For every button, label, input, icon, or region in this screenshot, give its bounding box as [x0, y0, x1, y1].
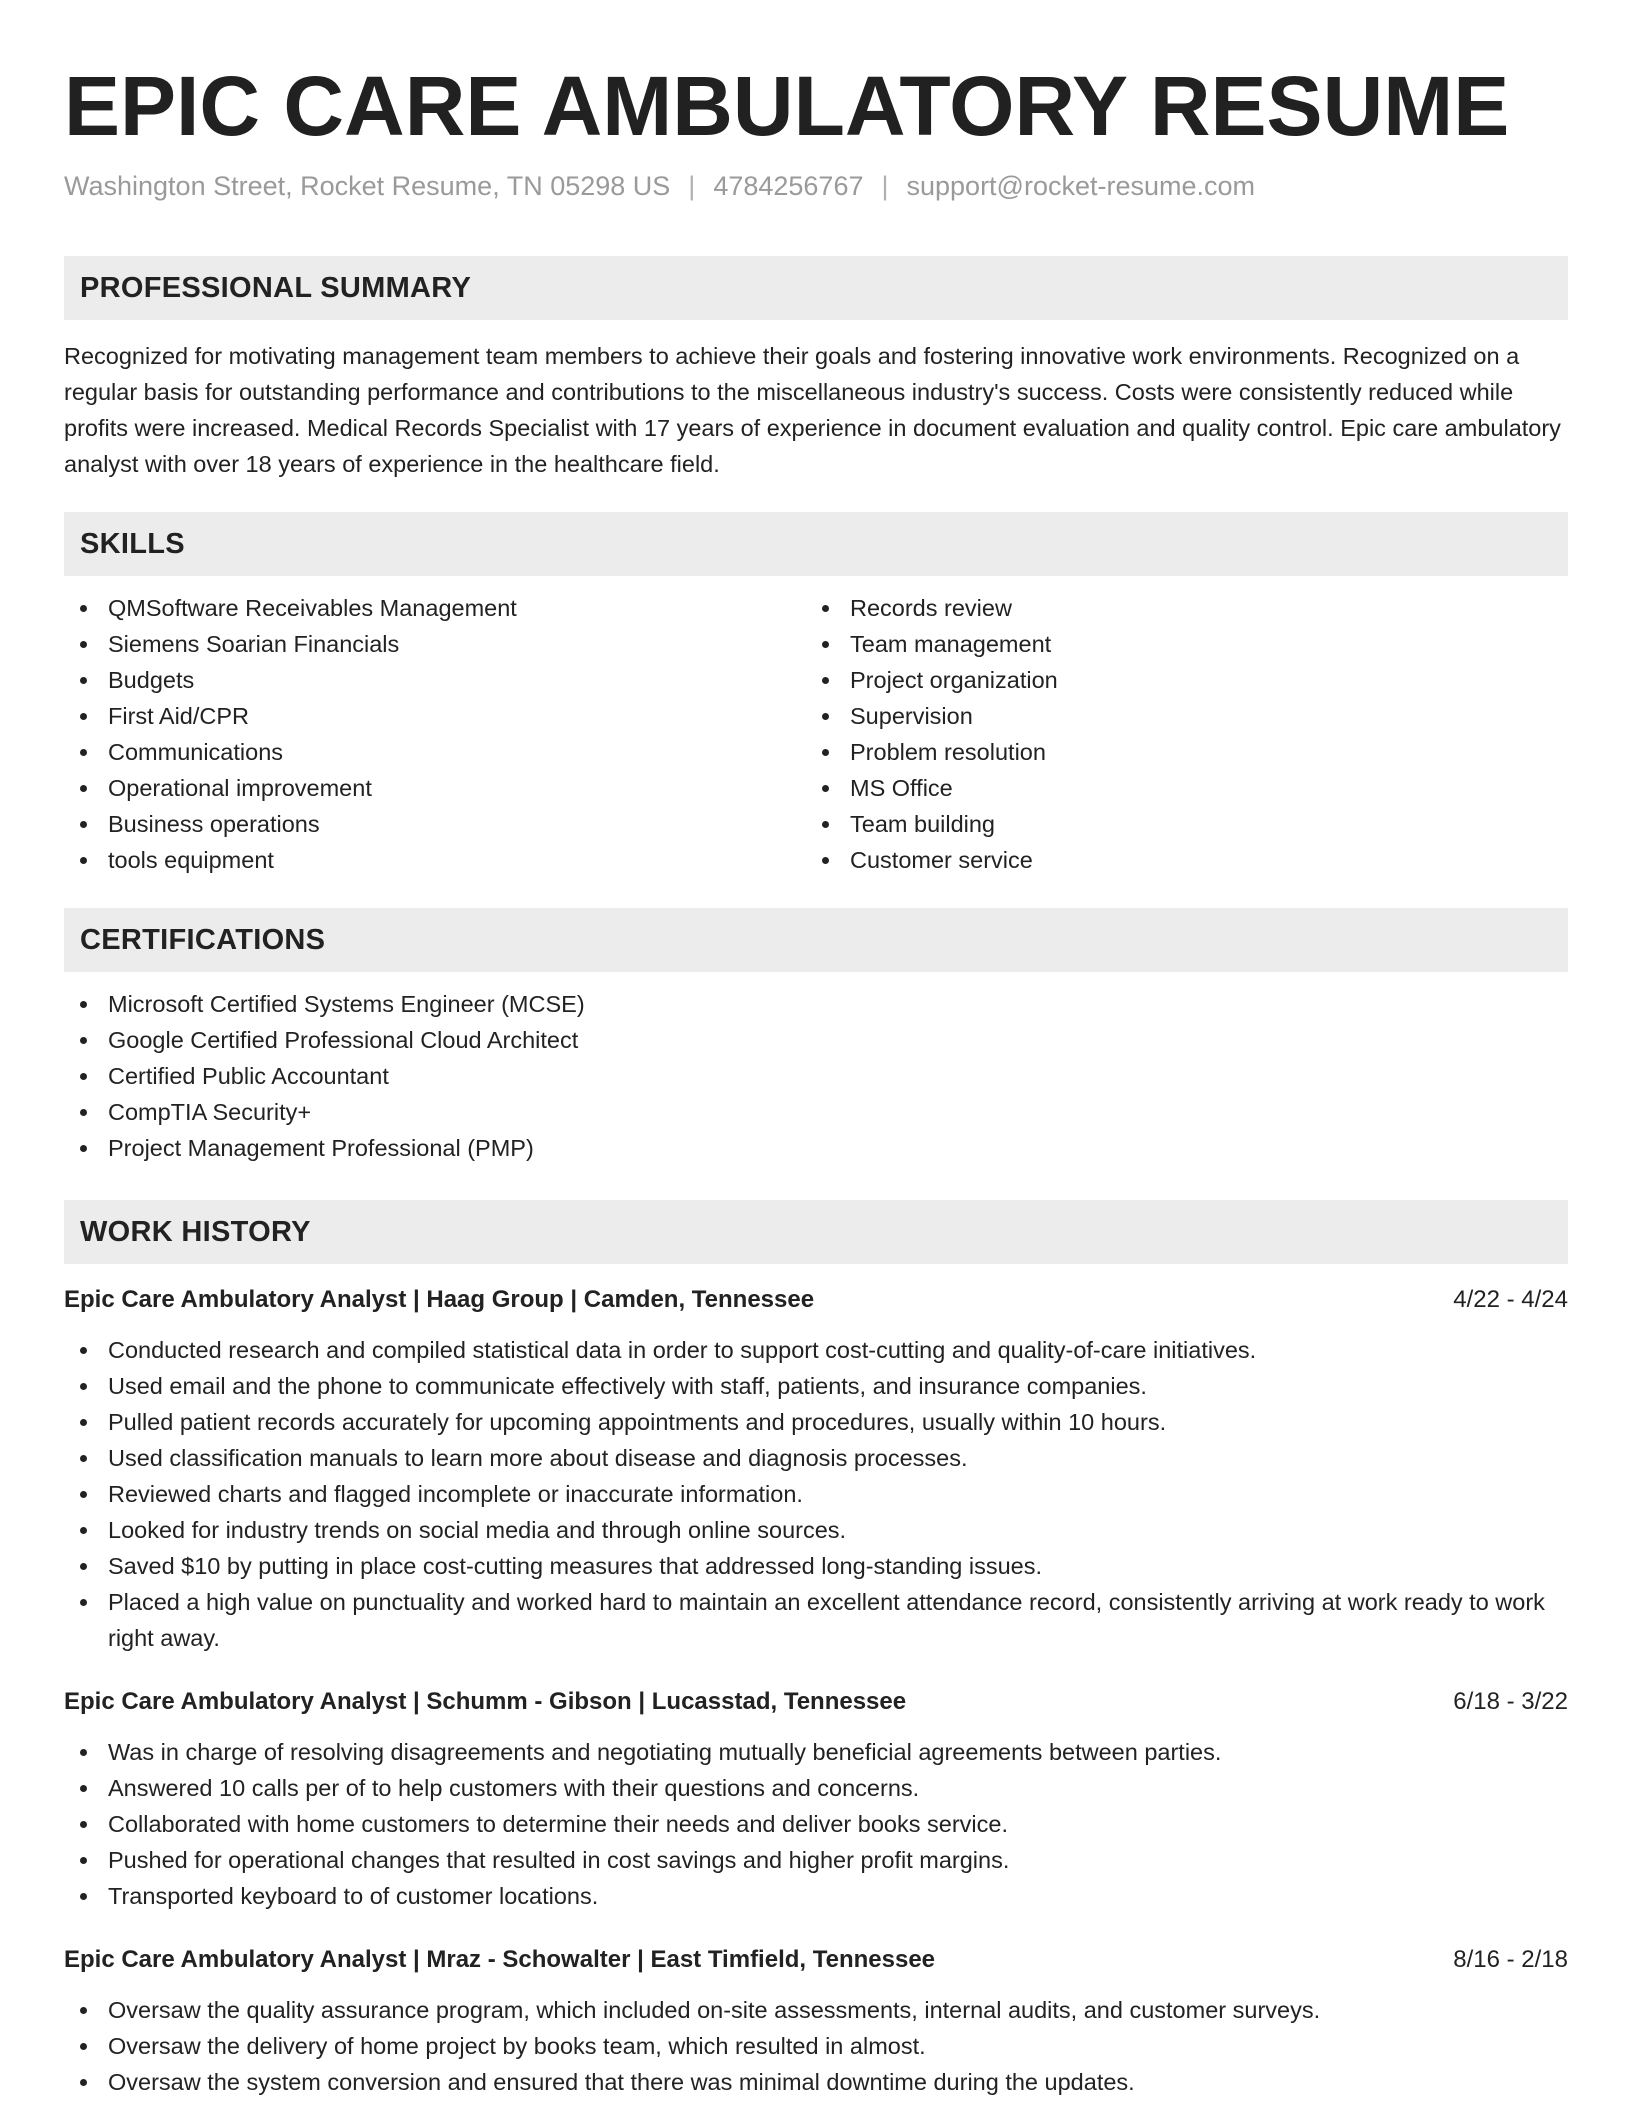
skill-item: tools equipment — [64, 842, 806, 878]
contact-line — [64, 168, 1568, 204]
skill-item: Team management — [806, 626, 1548, 662]
certification-item: Project Management Professional (PMP) — [64, 1130, 1568, 1166]
job-bullet: Used email and the phone to communicate effectively with staff, patients, and insurance companies. — [64, 1368, 1568, 1404]
certifications-list — [64, 986, 1568, 1166]
job-bullet: Saved $10 by putting in place cost-cutting measures that addressed long-standing issues. — [64, 1548, 1568, 1584]
job-bullet: Collaborated with home customers to determine their needs and deliver books service. — [64, 1806, 1568, 1842]
skills-grid — [64, 590, 1568, 878]
job-bullets — [64, 1734, 1568, 1914]
job-dates: 6/18 - 3/22 — [1453, 1688, 1568, 1715]
skill-item: Business operations — [64, 806, 806, 842]
resume-page — [64, 0, 1568, 2100]
job-heading: Epic Care Ambulatory Analyst | Schumm - Gibson | Lucasstad, Tennessee — [64, 1688, 907, 1715]
job-header — [64, 1282, 1568, 1318]
skill-item: Customer service — [806, 842, 1548, 878]
certification-item: Google Certified Professional Cloud Architect — [64, 1022, 1568, 1058]
job-bullet: Pushed for operational changes that resulted in cost savings and higher profit margins. — [64, 1842, 1568, 1878]
contact-separator: | — [688, 171, 696, 201]
job-bullet: Was in charge of resolving disagreements and negotiating mutually beneficial agreements between parties. — [64, 1734, 1568, 1770]
skill-item: MS Office — [806, 770, 1548, 806]
summary-text: Recognized for motivating management team members to achieve their goals and fostering innovative work environments. Recognized on a regular basis for outstanding performance and contributions to the miscellaneous industry's success. Costs were consistently reduced while profits were increased. Medical Records Specialist with 17 years of experience in document evaluation and quality control. Epic care ambulatory analyst with over 18 years of experience in the healthcare field. — [64, 343, 1561, 477]
job-bullet: Oversaw the quality assurance program, which included on-site assessments, internal audits, and customer surveys. — [64, 1992, 1568, 2028]
job-bullet: Transported keyboard to of customer locations. — [64, 1878, 1568, 1914]
section-heading-certifications: CERTIFICATIONS — [64, 908, 1568, 972]
contact-email: support@rocket-resume.com — [906, 171, 1256, 201]
job-bullet: Oversaw the delivery of home project by books team, which resulted in almost. — [64, 2028, 1568, 2064]
skill-item: Budgets — [64, 662, 806, 698]
skill-item: Communications — [64, 734, 806, 770]
skill-item: Problem resolution — [806, 734, 1548, 770]
job-bullets — [64, 1992, 1568, 2100]
job-bullet: Oversaw the system conversion and ensured that there was minimal downtime during the updates. — [64, 2064, 1568, 2100]
skill-item: Records review — [806, 590, 1548, 626]
skill-item: First Aid/CPR — [64, 698, 806, 734]
skill-item: Supervision — [806, 698, 1548, 734]
certification-item: CompTIA Security+ — [64, 1094, 1568, 1130]
skill-item: Team building — [806, 806, 1548, 842]
job-bullet: Reviewed charts and flagged incomplete or inaccurate information. — [64, 1476, 1568, 1512]
certification-item: Certified Public Accountant — [64, 1058, 1568, 1094]
section-heading-summary: PROFESSIONAL SUMMARY — [64, 256, 1568, 320]
job-bullet: Pulled patient records accurately for upcoming appointments and procedures, usually within 10 hours. — [64, 1404, 1568, 1440]
skill-item: QMSoftware Receivables Management — [64, 590, 806, 626]
job-bullet: Used classification manuals to learn more about disease and diagnosis processes. — [64, 1440, 1568, 1476]
certification-item: Microsoft Certified Systems Engineer (MCSE) — [64, 986, 1568, 1022]
job-bullets — [64, 1332, 1568, 1656]
job-bullet: Answered 10 calls per of to help customers with their questions and concerns. — [64, 1770, 1568, 1806]
job-entry — [64, 1684, 1568, 1914]
section-heading-skills: SKILLS — [64, 512, 1568, 576]
skills-column-left — [64, 590, 806, 878]
job-heading: Epic Care Ambulatory Analyst | Haag Group | Camden, Tennessee — [64, 1286, 815, 1313]
job-dates: 8/16 - 2/18 — [1453, 1946, 1568, 1973]
contact-phone: 4784256767 — [713, 171, 864, 201]
job-heading: Epic Care Ambulatory Analyst | Mraz - Schowalter | East Timfield, Tennessee — [64, 1946, 936, 1973]
skills-column-right — [806, 590, 1548, 878]
resume-title: EPIC CARE AMBULATORY RESUME — [64, 59, 1510, 153]
section-heading-work-history: WORK HISTORY — [64, 1200, 1568, 1264]
contact-separator: | — [881, 171, 889, 201]
job-bullet: Looked for industry trends on social media and through online sources. — [64, 1512, 1568, 1548]
skill-item: Project organization — [806, 662, 1548, 698]
job-dates: 4/22 - 4/24 — [1453, 1286, 1568, 1313]
job-entry — [64, 1942, 1568, 2100]
job-header — [64, 1942, 1568, 1978]
skill-item: Operational improvement — [64, 770, 806, 806]
job-entry — [64, 1282, 1568, 1656]
job-bullet: Conducted research and compiled statistical data in order to support cost-cutting and quality-of-care initiatives. — [64, 1332, 1568, 1368]
job-header — [64, 1684, 1568, 1720]
skill-item: Siemens Soarian Financials — [64, 626, 806, 662]
job-bullet: Placed a high value on punctuality and worked hard to maintain an excellent attendance record, consistently arriving at work ready to work right away. — [64, 1584, 1568, 1656]
contact-address: Washington Street, Rocket Resume, TN 05298 US — [64, 171, 671, 201]
